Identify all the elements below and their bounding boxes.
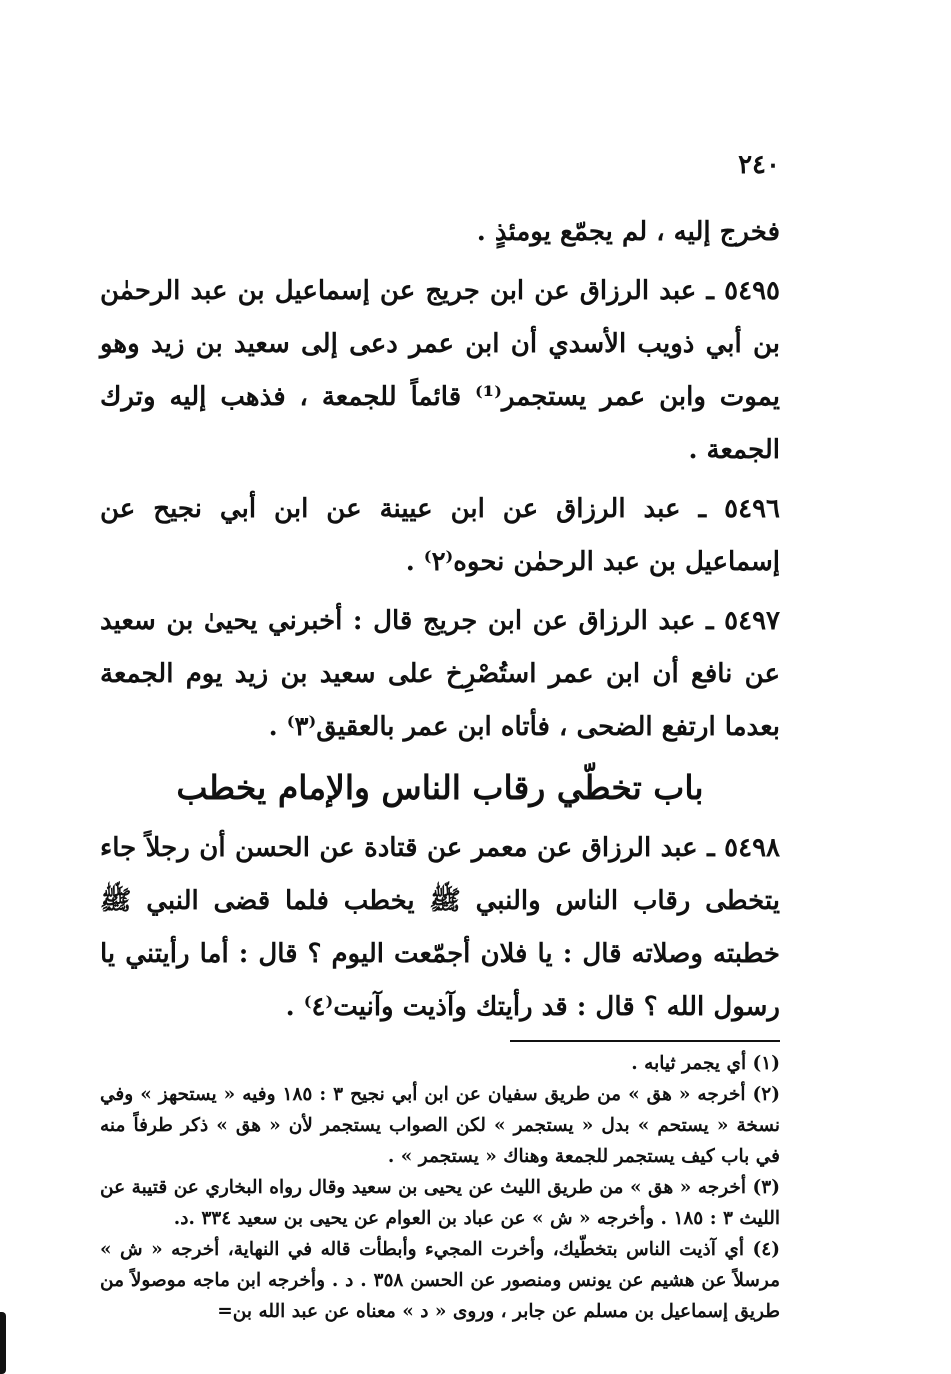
page-number: ٢٤٠: [738, 150, 780, 180]
footnote-1: (١) أي يجمر ثيابه .: [631, 1053, 780, 1074]
book-page: [100, 140, 780, 1327]
hadith-5497: ٥٤٩٧ ـ عبد الرزاق عن ابن جريج قال : أخبرني يحيىٰ بن سعيد عن نافع أن ابن عمر استُصْرِخ على سعيد بن زيد يوم الجمعة بعدما ارتفع الضحى ، فأتاه ابن عمر بالعقيق⁽٣⁾ .: [100, 606, 780, 742]
footnote-2: (٢) أخرجه « هق » من طريق سفيان عن ابن أبي نجيح ٣ : ١٨٥ وفيه « يستحهز » وفي نسخة « يستحم » بدل « يستجمر » لكن الصواب يستجمر لأن « هق » ذكر طرفاً منه في باب كيف يستجمر للجمعة وهناك « يستجمر » .: [100, 1084, 780, 1167]
hadith-5498: ٥٤٩٨ ـ عبد الرزاق عن معمر عن قتادة عن الحسن أن رجلاً جاء يتخطى رقاب الناس والنبي ﷺ يخطب فلما قضى النبي ﷺ خطبته وصلاته قال : يا فلان أجمّعت اليوم ؟ قال : أما رأيتني يا رسول الله ؟ قال : قد رأيتك وآذيت وآنيت⁽٤⁾ .: [100, 833, 780, 1022]
footnote-3: (٣) أخرجه « هق » من طريق الليث عن يحيى بن سعيد وقال رواه البخاري عن قتيبة عن الليث ٣ : ١٨٥ . وأخرجه « ش » عن عباد بن العوام عن يحيى بن سعيد ٣٣٤ .د.: [100, 1177, 780, 1229]
hadith-5495: ٥٤٩٥ ـ عبد الرزاق عن ابن جريج عن إسماعيل بن عبد الرحمٰن بن أبي ذويب الأسدي أن ابن عمر دعى إلى سعيد بن زيد وهو يموت وابن عمر يستجمر⁽¹⁾ قائماً للجمعة ، فذهب إليه وترك الجمعة .: [100, 276, 780, 465]
footnote-divider: [510, 1040, 780, 1042]
footnotes: [100, 1048, 780, 1327]
chapter-heading: باب تخطّي رقاب الناس والإمام يخطب: [176, 768, 704, 807]
binding-edge-mark: [0, 1312, 6, 1374]
paragraph-continuation: فخرج إليه ، لم يجمّع يومئذٍ .: [476, 217, 780, 247]
footnote-4: (٤) أي آذيت الناس بتخطّيك، وأخرت المجيء وأبطأت قاله في النهاية، أخرجه « ش » مرسلاً عن هشيم عن يونس ومنصور عن الحسن ٣٥٨ . د . وأخرجه ابن ماجه موصولاً من طريق إسماعيل بن مسلم عن جابر ، وروى « د » معناه عن عبد الله بن=: [100, 1239, 781, 1322]
hadith-5496: ٥٤٩٦ ـ عبد الرزاق عن ابن عيينة عن ابن أبي نجيح عن إسماعيل بن عبد الرحمٰن نحوه⁽٢⁾ .: [100, 494, 780, 577]
